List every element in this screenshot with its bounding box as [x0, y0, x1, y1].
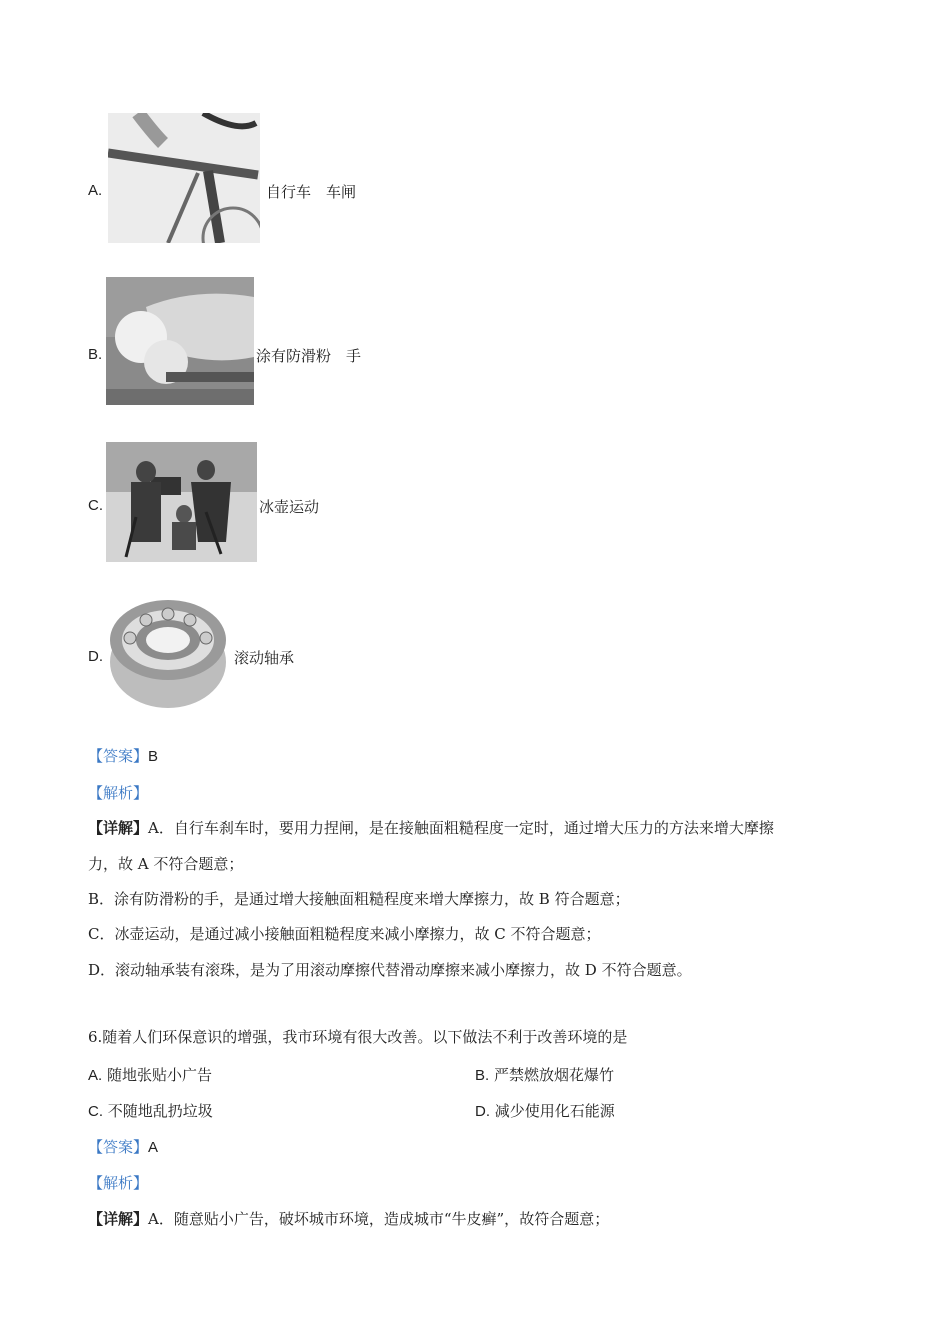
bicycle-brake-photo [108, 113, 260, 243]
ball-bearing-photo [106, 590, 230, 714]
option-a-caption: 自行车 车闸 [266, 183, 357, 201]
option-b-caption: 涂有防滑粉 手 [256, 347, 362, 365]
option-b-letter: B. [88, 346, 103, 363]
hand-powder-photo [106, 277, 254, 405]
q5-detail-2: B．涂有防滑粉的手，是通过增大接触面粗糙程度来增大摩擦力，故 B 符合题意； [88, 890, 630, 908]
choice-text: 不随地乱扔垃圾 [107, 1102, 213, 1120]
answer-tag: 【答案】 [88, 1138, 149, 1156]
q6-choice-d [475, 1100, 615, 1121]
option-c-caption: 冰壶运动 [259, 498, 320, 516]
detail-tag: 【详解】 [88, 819, 149, 837]
q5-detail-3: C．冰壶运动，是通过减小接触面粗糙程度来减小摩擦力，故 C 不符合题意； [88, 925, 601, 943]
q6-detail-1 [88, 1209, 609, 1229]
answer-value: B [148, 748, 159, 765]
answer-value: A [148, 1139, 159, 1156]
choice-letter: C. [88, 1103, 103, 1120]
q5-answer-line [88, 746, 158, 767]
answer-tag: 【答案】 [88, 747, 149, 765]
option-d-caption: 滚动轴承 [234, 649, 295, 667]
choice-letter: B. [475, 1067, 490, 1084]
choice-text: 随地张贴小广告 [106, 1066, 212, 1084]
choice-letter: D. [475, 1103, 490, 1120]
detail-text: A．随意贴小广告，破坏城市环境，造成城市“牛皮癣”，故符合题意； [148, 1210, 610, 1228]
choice-text: 减少使用化石能源 [494, 1102, 615, 1120]
q5-analysis-tag: 【解析】 [88, 784, 149, 802]
detail-tag: 【详解】 [88, 1210, 149, 1228]
q5-detail-1b: 力，故 A 不符合题意； [88, 855, 244, 873]
option-a-letter: A. [88, 182, 103, 199]
q5-detail-1 [88, 818, 774, 838]
q6-question: 6.随着人们环保意识的增强，我市环境有很大改善。以下做法不利于改善环境的是 [88, 1028, 628, 1046]
q6-answer-line [88, 1137, 158, 1158]
q6-choice-a [88, 1064, 212, 1085]
q6-analysis-tag: 【解析】 [88, 1174, 149, 1192]
q6-choice-b [475, 1064, 614, 1085]
curling-photo [106, 442, 257, 562]
option-c-letter: C. [88, 497, 103, 514]
q6-choice-c [88, 1100, 213, 1121]
q5-detail-4: D．滚动轴承装有滚珠，是为了用滚动摩擦代替滑动摩擦来减小摩擦力，故 D 不符合题意。 [88, 961, 692, 979]
detail-text: A．自行车刹车时，要用力捏闸，是在接触面粗糙程度一定时，通过增大压力的方法来增大摩擦 [148, 819, 774, 837]
option-d-letter: D. [88, 648, 103, 665]
choice-text: 严禁燃放烟花爆竹 [493, 1066, 614, 1084]
choice-letter: A. [88, 1067, 103, 1084]
